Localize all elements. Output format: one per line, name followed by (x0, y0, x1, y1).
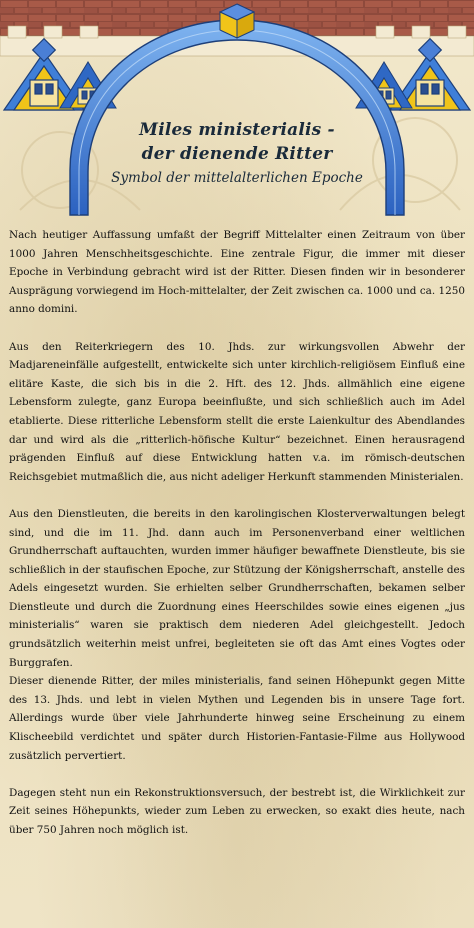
paragraph-origins: Aus den Reiterkriegern des 10. Jhds. zur wirkungsvollen Abwehr der Madjareneinfälle aufgestellt, entwickelte sich unter kirchlich-religiösem Einfluß eine elitäre Kaste, die sich bis in die 2. Hft. des 12. Jhds. allmählich eine eigene Lebensform zulegte, ganz Europa beeinflußte, und sich schließlich auch im Adel etablierte. Diese ritterliche Lebensform stellt die erste Laienkultur des Abendlandes dar und wird als die „ritterlich-höfische Kultur“ bezeichnet. Einen herausragend prägenden Einfluß auf diese Entwicklung hatten v.a. im römisch-deutschen Reichsgebiet mutmaßlich die, aus nicht adeliger Herkunft stammenden Ministerialen. (9, 340, 465, 483)
page-title-line-2: der dienende Ritter (141, 144, 333, 164)
page-subtitle: Symbol der mittelalterlichen Epoche (111, 170, 363, 186)
paragraph-intro: Nach heutiger Auffassung umfaßt der Begriff Mittelalter einen Zeitraum von über 1000 Jahren Menschheitsgeschichte. Eine zentrale Figur, die immer mit dieser Epoche in Verbindung gebracht wird ist der Ritter. Diesen finden wir in besonderer Ausprägung vorwiegend im Hoch-mittelalter, der Zeit zwischen ca. 1000 und ca. 1250 anno domini. (9, 229, 465, 316)
paragraph-reconstruction: Dagegen steht nun ein Rekonstruktionsversuch, der bestrebt ist, die Wirklichkeit zur Zeit seines Höhepunkts, wieder zum Leben zu erwecken, so exakt dies heute, nach über 750 Jahren noch möglich ist. (9, 786, 465, 836)
page-title-line-1: Miles ministerialis - (139, 120, 335, 140)
keystone-cube (220, 4, 254, 38)
paragraph-ministerials: Aus den Dienstleuten, die bereits in den karolingischen Klosterverwaltungen belegt sind, und die im 11. Jhd. dann auch im Personenverband einer weltlichen Grundherrschaft auftauchten, wurden immer häufiger bewaffnete Dienstleute, bis sie schließlich in der staufischen Epoche, zur Stützung der Königsherrschaft, anstelle des Adels eingesetzt wurden. Sie erhielten selber Grundherrschaften, bekamen selber Dienstleute und durch die Zuordnung eines Heerschildes sowie eines eigenen „jus ministerialis“ waren sie praktisch dem niederen Adel gleichgestellt. Jedoch grundsätzlich weiterhin meist unfrei, begleiteten sie oft das Amt eines Vogtes oder Burggrafen. (9, 507, 465, 669)
paragraph-legacy: Dieser dienende Ritter, der miles ministerialis, fand seinen Höhepunkt gegen Mitte des 13. Jhds. und lebt in vielen Mythen und Legenden bis in unsere Tage fort. Allerdings wurde über viele Jahrhunderte hinweg seine Erscheinung zu einem Klischeebild verdichtet und später durch Historien-Fantasie-Filme aus Hollywood zusätzlich pervertiert. (9, 675, 465, 762)
title-block (0, 118, 474, 188)
article-body (9, 226, 465, 840)
castle-header-illustration (0, 0, 474, 230)
